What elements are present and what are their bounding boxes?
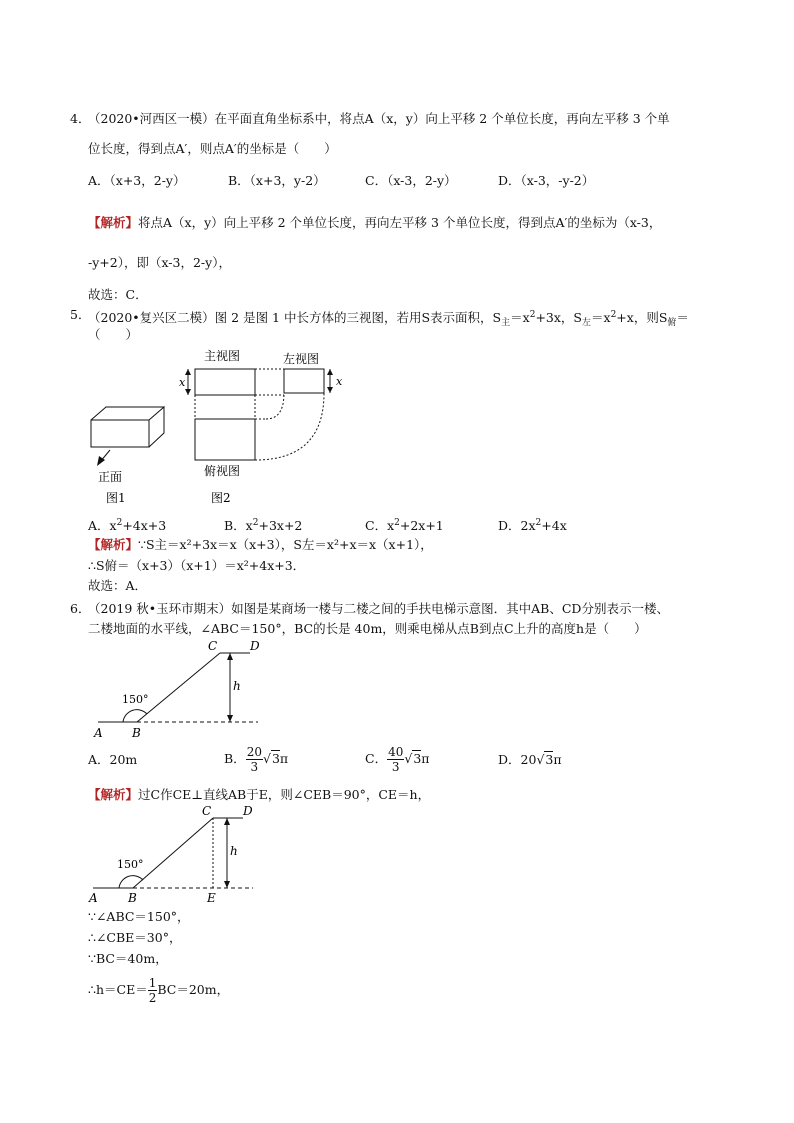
q4-option-b[interactable]: B．（x+3，y-2）: [228, 173, 326, 188]
label-d: D: [250, 639, 260, 653]
q6-option-b[interactable]: B． $\frac{20}{3}$ √3π: [224, 745, 289, 774]
q4-number: 4．: [70, 111, 91, 126]
q5-analysis-line1: ∵S主＝x²+3x＝x（x+3），S左＝x²+x＝x（x+1），: [138, 537, 433, 552]
x-label-left: x: [336, 375, 343, 388]
fig2-label: 图2: [211, 491, 231, 505]
label-a: A: [89, 891, 98, 905]
label-angle: 150°: [122, 693, 149, 706]
q5-analysis-line2: ∴S俯＝（x+3）（x+1）＝x²+4x+3．: [88, 558, 306, 573]
q5-number: 5．: [70, 307, 91, 322]
line-bc: [137, 653, 220, 722]
label-e: E: [207, 891, 216, 905]
main-view-label: 主视图: [204, 349, 241, 363]
q5-three-view-figure: [80, 345, 380, 510]
cuboid-drawing: [91, 407, 164, 447]
q6-line1: （2019 秋•玉环市期末）如图是某商场一楼与二楼之间的手扶电梯示意图．其中AB、CD分别表示一楼、: [88, 601, 669, 616]
q6-option-a[interactable]: A．20m: [88, 752, 138, 767]
q5-option-a[interactable]: A．$x^2+4x+3$: [88, 518, 167, 533]
label-d: D: [243, 804, 253, 818]
fig1-label: 图1: [106, 491, 126, 505]
label-c: C: [208, 639, 218, 653]
q4-analysis: [88, 214, 661, 232]
q6-step-2: ∴∠CBE＝30°，: [88, 930, 182, 945]
q6-option-d[interactable]: D．20√3π: [498, 752, 562, 767]
x-label-main: x: [179, 376, 186, 389]
angle-arc: [123, 710, 147, 722]
top-view-rect: [195, 419, 255, 460]
q6-escalator-figure: [90, 638, 270, 743]
line-bc: [133, 818, 213, 888]
q6-analysis-line1: 过C作CE⊥直线AB于E，则∠CEB＝90°，CE＝h，: [138, 787, 431, 802]
q4-analysis-line1: 将点A（x，y）向上平移 2 个单位长度，再向左平移 3 个单位长度，得到点A′的坐标为（x-3，: [138, 215, 662, 230]
label-angle: 150°: [117, 858, 144, 871]
q5-option-c[interactable]: C．$x^2+2x+1$: [365, 518, 444, 533]
q6-step-3: ∵BC＝40m，: [88, 951, 168, 966]
q6-number: 6．: [70, 601, 91, 616]
label-b: B: [132, 726, 141, 740]
top-view-label: 俯视图: [204, 464, 241, 478]
q5-line1: （2020•复兴区二模）图 2 是图 1 中长方体的三视图，若用S表示面积，$S_主=x^2+3x$，$S_左=x^2+x$，则$S_俯=$: [88, 310, 689, 328]
label-h: h: [233, 679, 241, 693]
q4-line2: 位长度，得到点A′，则点A′的坐标是（ ）: [88, 141, 337, 156]
label-a: A: [94, 726, 103, 740]
q5-option-d[interactable]: D．$2x^2+4x$: [498, 518, 567, 533]
q4-option-d[interactable]: D．（x-3，-y-2）: [498, 173, 595, 188]
label-c: C: [202, 804, 212, 818]
analysis-label: 【解析】: [88, 787, 139, 802]
q5-analysis: [88, 536, 433, 554]
q6-solution-figure: [85, 800, 270, 905]
label-h: h: [230, 844, 238, 858]
q5-option-b[interactable]: B．$x^2+3x+2$: [224, 518, 303, 533]
projection-lines: [195, 369, 324, 460]
q4-analysis-line2: -y+2），即（x-3，2-y），: [88, 255, 231, 270]
q6-line2: 二楼地面的水平线，∠ABC＝150°，BC的长是 40m，则乘电梯从点B到点C上升的高度h是（ ）: [88, 621, 647, 636]
analysis-label: 【解析】: [88, 215, 139, 230]
q4-answer: 故选：C．: [88, 287, 148, 302]
q6-option-c[interactable]: C． $\frac{40}{3}$ √3π: [365, 745, 430, 774]
analysis-label: 【解析】: [88, 537, 139, 552]
q4-option-c[interactable]: C．（x-3，2-y）: [365, 173, 457, 188]
q6-step-4: ∴h＝CE＝ $\frac{1}{2}$ BC＝20m，: [88, 976, 230, 1005]
left-view-label: 左视图: [283, 352, 320, 366]
main-view-rect: [195, 369, 255, 395]
q6-step-1: ∵∠ABC＝150°，: [88, 909, 190, 924]
q4-line1: （2020•河西区一模）在平面直角坐标系中，将点A（x，y）向上平移 2 个单位长度，再向左平移 3 个单: [88, 111, 670, 126]
q5-line2: （ ）: [88, 327, 139, 342]
front-label: 正面: [98, 470, 123, 484]
label-b: B: [128, 891, 137, 905]
left-view-rect: [284, 369, 324, 393]
q4-option-a[interactable]: A．（x+3，2-y）: [88, 173, 186, 188]
q5-answer: 故选：A．: [88, 578, 148, 593]
